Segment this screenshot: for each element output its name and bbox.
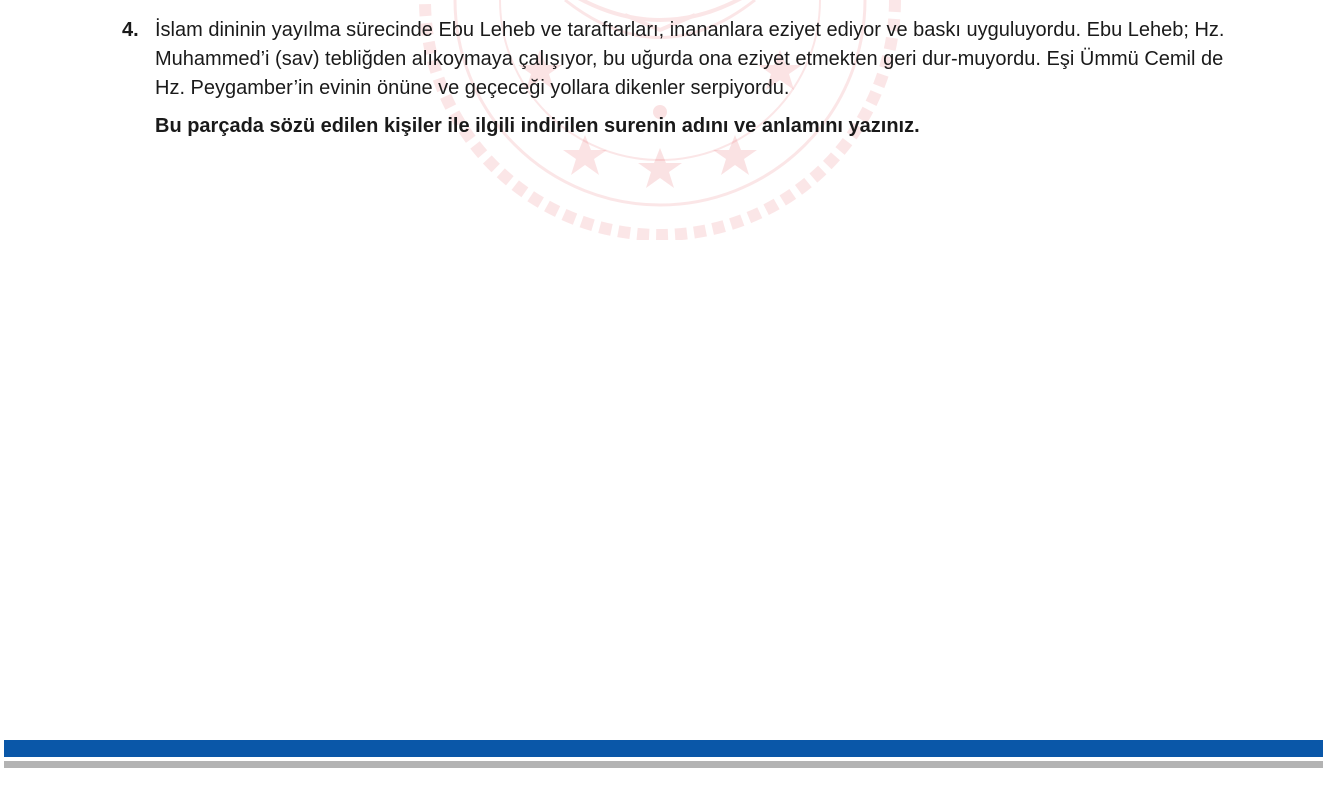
question-row [122,16,1252,103]
footer-gray-bar [4,761,1323,768]
question-number: 4. [122,19,139,41]
question-body: İslam dininin yayılma sürecinde Ebu Leheb ve taraftarları, inananlara eziyet ediyor ve baskı uyguluyordu. Ebu Leheb; Hz. Muhammed’i (sav) tebliğden alıkoymaya çalışıyor, bu uğurda ona eziyet etmekten geri dur-muyordu. Eşi Ümmü Cemil de Hz. Peygamber’in evinin önüne ve geçeceği yollara dikenler serpiyordu. [155,19,1225,99]
question-prompt: Bu parçada sözü edilen kişiler ile ilgili indirilen surenin adını ve anlamını yazınız. [155,115,920,137]
footer-blue-bar [4,740,1323,757]
question-4 [122,16,1252,141]
